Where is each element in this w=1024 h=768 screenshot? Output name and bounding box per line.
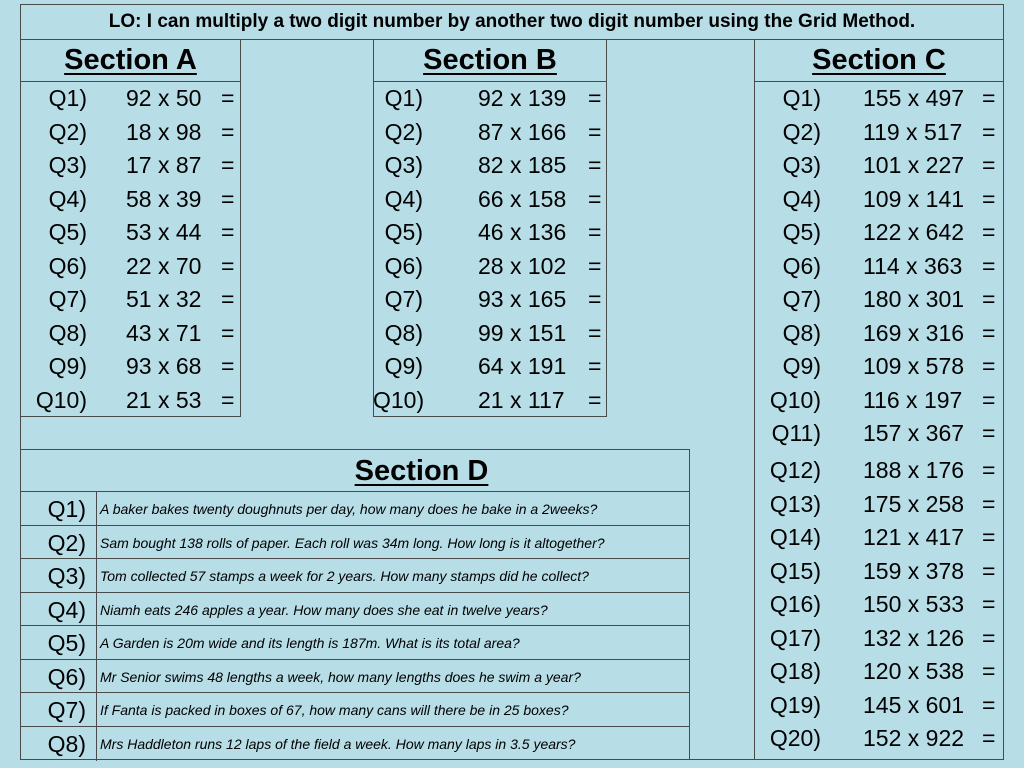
question-row bbox=[754, 317, 1004, 350]
word-problem-row bbox=[20, 592, 690, 627]
word-problem-row bbox=[20, 692, 690, 727]
question-expression: 121 x 417 bbox=[863, 524, 965, 550]
question-expression: 120 x 538 bbox=[863, 658, 965, 684]
question-number: Q6) bbox=[782, 252, 821, 279]
question-number: Q3) bbox=[384, 152, 423, 178]
question-number: Q20) bbox=[769, 725, 821, 751]
question-row bbox=[754, 82, 1004, 115]
question-row bbox=[754, 250, 1004, 283]
question-number: Q1) bbox=[384, 85, 423, 111]
question-expression: 87 x 166 bbox=[478, 118, 567, 145]
question-expression: 175 x 258 bbox=[863, 490, 965, 517]
question-expression: 64 x 191 bbox=[478, 353, 567, 379]
word-problem-number: Q4) bbox=[20, 593, 97, 627]
question-row bbox=[20, 216, 241, 249]
question-expression: 159 x 378 bbox=[863, 557, 965, 584]
equals-sign: = bbox=[982, 319, 996, 346]
question-number: Q18) bbox=[769, 658, 821, 684]
word-problem-number: Q5) bbox=[20, 626, 97, 660]
equals-sign: = bbox=[982, 85, 996, 111]
section-d-heading: Section D bbox=[354, 455, 489, 487]
question-expression: 169 x 316 bbox=[863, 319, 965, 346]
question-expression: 28 x 102 bbox=[478, 252, 567, 279]
question-number: Q2) bbox=[782, 118, 821, 145]
question-row bbox=[20, 149, 241, 182]
equals-sign: = bbox=[588, 152, 602, 178]
equals-sign: = bbox=[588, 353, 602, 379]
equals-sign: = bbox=[982, 557, 996, 584]
equals-sign: = bbox=[588, 252, 602, 279]
equals-sign: = bbox=[982, 286, 996, 312]
question-number: Q16) bbox=[769, 591, 821, 617]
question-number: Q4) bbox=[48, 185, 87, 212]
question-expression: 109 x 141 bbox=[863, 185, 965, 212]
equals-sign: = bbox=[982, 219, 996, 245]
question-row bbox=[20, 116, 241, 149]
question-expression: 114 x 363 bbox=[863, 252, 963, 279]
equals-sign: = bbox=[221, 219, 235, 245]
equals-sign: = bbox=[982, 252, 996, 279]
question-row bbox=[754, 384, 1004, 417]
word-problem-row bbox=[20, 659, 690, 694]
question-expression: 119 x 517 bbox=[863, 118, 963, 145]
question-expression: 66 x 158 bbox=[478, 185, 567, 212]
equals-sign: = bbox=[982, 725, 996, 751]
equals-sign: = bbox=[221, 185, 235, 212]
question-number: Q9) bbox=[48, 353, 87, 379]
word-problem-text: If Fanta is packed in boxes of 67, how many cans will there be in 25 boxes? bbox=[100, 702, 569, 718]
question-number: Q6) bbox=[48, 252, 87, 279]
equals-sign: = bbox=[588, 319, 602, 346]
question-expression: 145 x 601 bbox=[863, 691, 965, 718]
word-problem-row bbox=[20, 625, 690, 660]
equals-sign: = bbox=[588, 219, 602, 245]
word-problem-number: Q8) bbox=[20, 727, 97, 761]
question-row bbox=[754, 555, 1004, 588]
question-row bbox=[754, 622, 1004, 655]
question-expression: 18 x 98 bbox=[126, 118, 202, 145]
question-expression: 82 x 185 bbox=[478, 152, 567, 178]
question-expression: 93 x 68 bbox=[126, 353, 202, 379]
question-expression: 122 x 642 bbox=[863, 219, 965, 245]
question-row bbox=[373, 250, 607, 283]
question-row bbox=[754, 350, 1004, 383]
question-row bbox=[754, 655, 1004, 688]
equals-sign: = bbox=[982, 691, 996, 718]
question-number: Q8) bbox=[782, 319, 821, 346]
question-row bbox=[754, 149, 1004, 182]
question-number: Q6) bbox=[384, 252, 423, 279]
question-row bbox=[373, 350, 607, 383]
word-problem-text: Niamh eats 246 apples a year. How many does she eat in twelve years? bbox=[100, 601, 548, 618]
question-row bbox=[20, 283, 241, 316]
question-row bbox=[373, 384, 607, 417]
question-number: Q2) bbox=[48, 118, 87, 145]
equals-sign: = bbox=[221, 386, 235, 413]
question-expression: 21 x 53 bbox=[126, 386, 202, 413]
question-expression: 92 x 50 bbox=[126, 85, 202, 111]
question-number: Q2) bbox=[384, 118, 423, 145]
question-number: Q1) bbox=[48, 85, 87, 111]
question-row bbox=[373, 317, 607, 350]
equals-sign: = bbox=[982, 524, 996, 550]
question-expression: 92 x 139 bbox=[478, 85, 567, 111]
question-expression: 22 x 70 bbox=[126, 252, 202, 279]
question-expression: 155 x 497 bbox=[863, 85, 965, 111]
word-problem-number: Q2) bbox=[20, 526, 97, 560]
equals-sign: = bbox=[982, 386, 996, 413]
question-number: Q13) bbox=[769, 490, 821, 517]
question-row bbox=[754, 283, 1004, 316]
question-row bbox=[754, 116, 1004, 149]
question-expression: 21 x 117 bbox=[478, 386, 565, 413]
equals-sign: = bbox=[982, 353, 996, 379]
equals-sign: = bbox=[221, 85, 235, 111]
question-row bbox=[20, 384, 241, 417]
word-problem-text: Tom collected 57 stamps a week for 2 years. How many stamps did he collect? bbox=[100, 568, 589, 584]
word-problem-number: Q1) bbox=[20, 492, 97, 526]
equals-sign: = bbox=[982, 185, 996, 212]
question-row bbox=[373, 149, 607, 182]
word-problem-text: Mrs Haddleton runs 12 laps of the field a week. How many laps in 3.5 years? bbox=[100, 735, 576, 752]
question-expression: 157 x 367 bbox=[863, 420, 965, 446]
question-row bbox=[373, 216, 607, 249]
question-number: Q15) bbox=[769, 557, 821, 584]
question-number: Q10) bbox=[373, 386, 425, 413]
question-row bbox=[373, 283, 607, 316]
equals-sign: = bbox=[221, 252, 235, 279]
equals-sign: = bbox=[221, 152, 235, 178]
question-expression: 188 x 176 bbox=[863, 457, 965, 483]
word-problem-row bbox=[20, 726, 690, 761]
question-expression: 116 x 197 bbox=[863, 386, 963, 413]
question-number: Q10) bbox=[35, 386, 87, 413]
question-row bbox=[20, 82, 241, 115]
question-number: Q5) bbox=[782, 219, 821, 245]
question-number: Q9) bbox=[782, 353, 821, 379]
section-c-heading: Section C bbox=[754, 39, 1004, 82]
question-number: Q8) bbox=[384, 319, 423, 346]
question-number: Q3) bbox=[48, 152, 87, 178]
word-problem-number: Q7) bbox=[20, 693, 97, 727]
question-expression: 93 x 165 bbox=[478, 286, 567, 312]
question-number: Q9) bbox=[384, 353, 423, 379]
question-expression: 58 x 39 bbox=[126, 185, 202, 212]
equals-sign: = bbox=[221, 319, 235, 346]
equals-sign: = bbox=[588, 118, 602, 145]
equals-sign: = bbox=[982, 658, 996, 684]
equals-sign: = bbox=[982, 152, 996, 178]
word-problem-text: Mr Senior swims 48 lengths a week, how many lengths does he swim a year? bbox=[100, 668, 581, 685]
question-number: Q5) bbox=[48, 219, 87, 245]
question-number: Q12) bbox=[769, 457, 821, 483]
question-expression: 46 x 136 bbox=[478, 219, 567, 245]
question-expression: 101 x 227 bbox=[863, 152, 965, 178]
question-number: Q14) bbox=[769, 524, 821, 550]
word-problem-text: Sam bought 138 rolls of paper. Each roll was 34m long. How long is it altogether? bbox=[100, 534, 605, 551]
equals-sign: = bbox=[982, 490, 996, 517]
question-number: Q3) bbox=[782, 152, 821, 178]
question-number: Q10) bbox=[769, 386, 821, 413]
question-row bbox=[754, 588, 1004, 621]
word-problem-row bbox=[20, 558, 690, 593]
learning-objective-title: LO: I can multiply a two digit number by another two digit number using the Grid Method. bbox=[20, 4, 1004, 40]
question-row bbox=[754, 216, 1004, 249]
question-expression: 152 x 922 bbox=[863, 725, 965, 751]
question-number: Q7) bbox=[384, 286, 423, 312]
equals-sign: = bbox=[588, 85, 602, 111]
word-problem-text: A Garden is 20m wide and its length is 187m. What is its total area? bbox=[100, 635, 520, 651]
question-row bbox=[373, 116, 607, 149]
question-number: Q4) bbox=[782, 185, 821, 212]
question-row bbox=[373, 82, 607, 115]
question-expression: 53 x 44 bbox=[126, 219, 202, 245]
question-row bbox=[754, 521, 1004, 554]
question-expression: 51 x 32 bbox=[126, 286, 202, 312]
equals-sign: = bbox=[588, 386, 602, 413]
equals-sign: = bbox=[221, 118, 235, 145]
question-number: Q17) bbox=[769, 624, 821, 651]
question-number: Q8) bbox=[48, 319, 87, 346]
question-row bbox=[754, 689, 1004, 722]
question-row bbox=[373, 183, 607, 216]
question-number: Q4) bbox=[384, 185, 423, 212]
word-problem-number: Q3) bbox=[20, 559, 97, 593]
equals-sign: = bbox=[588, 286, 602, 312]
question-number: Q19) bbox=[769, 691, 821, 718]
equals-sign: = bbox=[588, 185, 602, 212]
question-number: Q1) bbox=[782, 85, 821, 111]
section-b-heading: Section B bbox=[373, 39, 607, 82]
equals-sign: = bbox=[221, 353, 235, 379]
word-problem-row bbox=[20, 491, 690, 526]
question-expression: 17 x 87 bbox=[126, 152, 202, 178]
question-expression: 43 x 71 bbox=[126, 319, 202, 346]
question-expression: 150 x 533 bbox=[863, 591, 965, 617]
question-number: Q7) bbox=[782, 286, 821, 312]
question-row bbox=[20, 350, 241, 383]
word-problem-row bbox=[20, 525, 690, 560]
question-expression: 132 x 126 bbox=[863, 624, 965, 651]
question-row bbox=[754, 417, 1004, 450]
question-row bbox=[754, 183, 1004, 216]
question-expression: 109 x 578 bbox=[863, 353, 965, 379]
question-row bbox=[754, 722, 1004, 755]
question-number: Q5) bbox=[384, 219, 423, 245]
question-row bbox=[20, 317, 241, 350]
question-expression: 99 x 151 bbox=[478, 319, 567, 346]
section-a-heading: Section A bbox=[20, 39, 241, 82]
question-expression: 180 x 301 bbox=[863, 286, 965, 312]
equals-sign: = bbox=[982, 457, 996, 483]
equals-sign: = bbox=[982, 624, 996, 651]
equals-sign: = bbox=[982, 118, 996, 145]
question-number: Q11) bbox=[771, 420, 821, 446]
question-row bbox=[20, 183, 241, 216]
word-problem-number: Q6) bbox=[20, 660, 97, 694]
word-problem-text: A baker bakes twenty doughnuts per day, how many does he bake in a 2weeks? bbox=[100, 501, 598, 517]
question-row bbox=[20, 250, 241, 283]
equals-sign: = bbox=[221, 286, 235, 312]
question-number: Q7) bbox=[48, 286, 87, 312]
equals-sign: = bbox=[982, 591, 996, 617]
equals-sign: = bbox=[982, 420, 996, 446]
question-row bbox=[754, 488, 1004, 521]
